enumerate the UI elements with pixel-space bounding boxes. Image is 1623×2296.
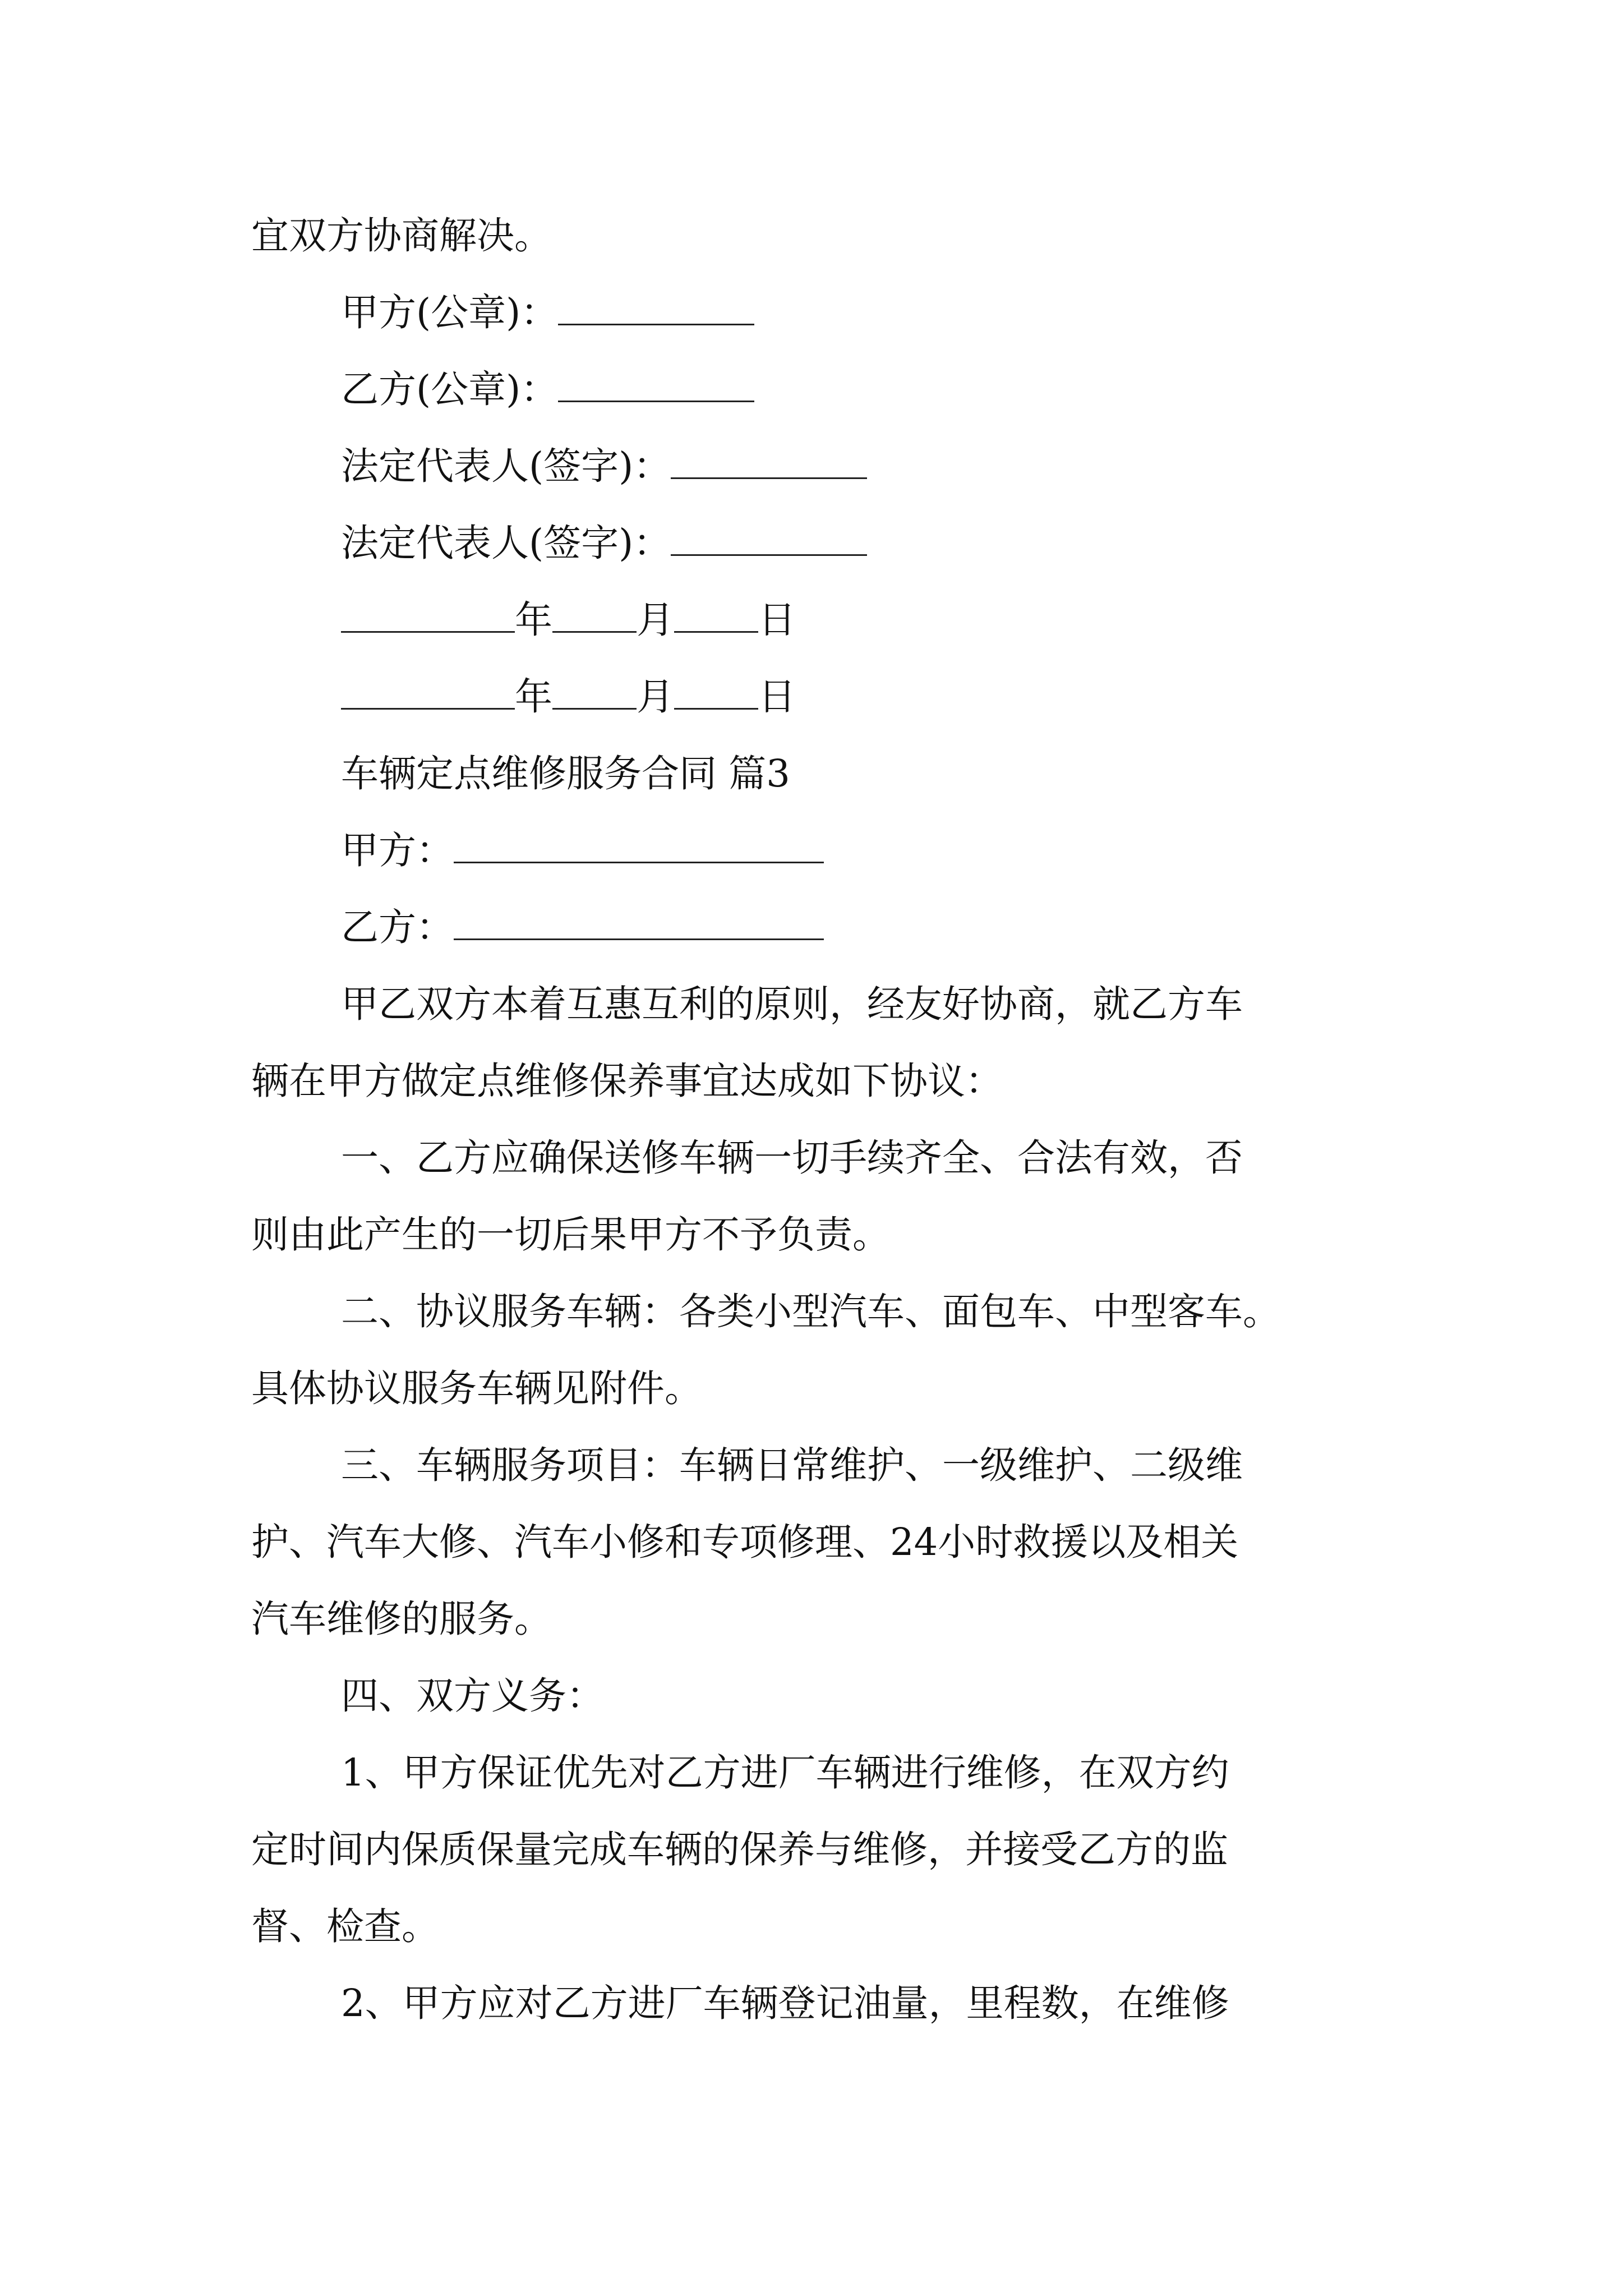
date-line-1 (251, 582, 1384, 659)
rep-a-label: 法定代表人(签字)： (341, 444, 671, 488)
signature-line-party-b (251, 351, 1384, 428)
party-b-label: 乙方： (341, 905, 454, 949)
month-blank[interactable] (552, 596, 637, 633)
year-blank[interactable] (341, 673, 515, 710)
clause-1-line-2: 则由此产生的一切后果甲方不予负责。 (251, 1213, 890, 1257)
party-a-label: 甲方： (341, 829, 454, 872)
year-label: 年 (515, 675, 552, 719)
clause-3-line-3: 汽车维修的服务。 (251, 1597, 552, 1641)
intro-line-1: 甲乙双方本着互惠互利的原则，经友好协商，就乙方车 (341, 982, 1243, 1026)
intro-line-2: 辆在甲方做定点维修保养事宜达成如下协议： (251, 1059, 1003, 1103)
party-b-line (251, 889, 1384, 966)
blank-underline[interactable] (558, 366, 754, 402)
duty-1-line-3: 督、检查。 (251, 1904, 439, 1948)
day-blank[interactable] (674, 673, 758, 710)
clause-4-heading: 四、双方义务： (341, 1674, 604, 1718)
clause-2-line-1: 二、协议服务车辆：各类小型汽车、面包车、中型客车。 (341, 1290, 1280, 1333)
clause-2-line-2: 具体协议服务车辆见附件。 (251, 1366, 702, 1410)
day-blank[interactable] (674, 596, 758, 633)
day-label: 日 (758, 675, 796, 719)
blank-underline[interactable] (671, 443, 867, 479)
month-blank[interactable] (552, 673, 637, 710)
duty-1-line-2: 定时间内保质保量完成车辆的保养与维修，并接受乙方的监 (251, 1828, 1228, 1871)
year-blank[interactable] (341, 596, 515, 633)
clause-1-line-1: 一、乙方应确保送修车辆一切手续齐全、合法有效，否 (341, 1136, 1243, 1180)
month-label: 月 (637, 598, 674, 642)
duty-1-line-1: 1、甲方保证优先对乙方进厂车辆进行维修，在双方约 (341, 1751, 1229, 1795)
party-a-line (251, 812, 1384, 889)
day-label: 日 (758, 598, 796, 642)
signature-line-party-a (251, 274, 1384, 351)
clause-3-line-1: 三、车辆服务项目：车辆日常维护、一级维护、二级维 (341, 1443, 1243, 1487)
section-title: 车辆定点维修服务合同 篇3 (341, 752, 790, 795)
blank-underline[interactable] (454, 904, 824, 940)
clause-3-line-2: 护、汽车大修、汽车小修和专项修理、24小时救援以及相关 (251, 1520, 1239, 1564)
signature-line-rep-a (251, 428, 1384, 505)
blank-underline[interactable] (558, 289, 754, 325)
text-line: 宜双方协商解决。 (251, 214, 552, 257)
document-body (251, 197, 1384, 2042)
rep-b-label: 法定代表人(签字)： (341, 521, 671, 565)
duty-2-line-1: 2、甲方应对乙方进厂车辆登记油量，里程数，在维修 (341, 1981, 1229, 2025)
month-label: 月 (637, 675, 674, 719)
blank-underline[interactable] (671, 519, 867, 556)
signature-line-rep-b (251, 505, 1384, 582)
party-a-seal-label: 甲方(公章)： (341, 291, 559, 334)
party-b-seal-label: 乙方(公章)： (341, 367, 559, 411)
date-line-2 (251, 659, 1384, 735)
year-label: 年 (515, 598, 552, 642)
blank-underline[interactable] (454, 827, 824, 863)
